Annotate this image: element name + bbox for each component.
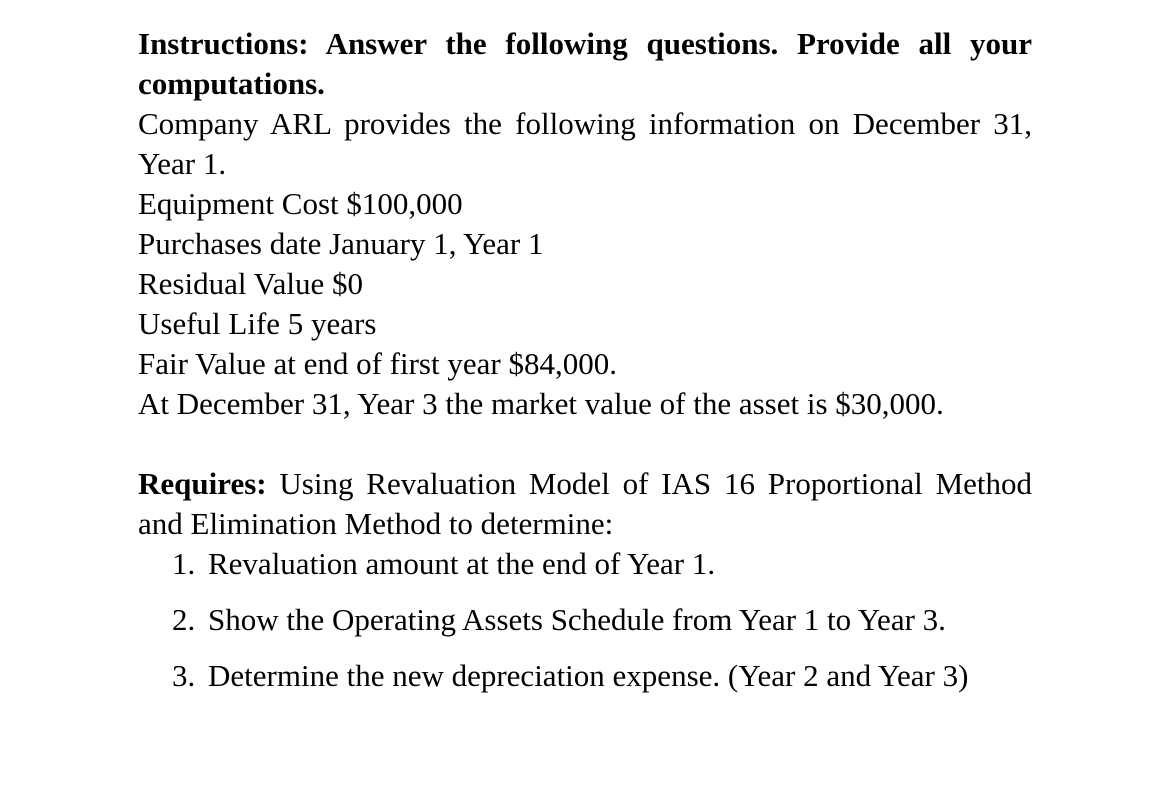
fact-fair-value: Fair Value at end of first year $84,000. bbox=[138, 346, 617, 381]
requirement-number: 3. bbox=[172, 658, 196, 693]
requirement-number: 1. bbox=[172, 546, 196, 581]
requirements-list bbox=[138, 544, 1032, 696]
intro-text: Company ARL provides the following information on December 31, Year 1. bbox=[138, 106, 1032, 181]
requirement-item-2 bbox=[138, 600, 1032, 640]
fact-useful-life: Useful Life 5 years bbox=[138, 306, 377, 341]
fact-purchase-date: Purchases date January 1, Year 1 bbox=[138, 226, 544, 261]
requirement-item-1 bbox=[138, 544, 1032, 584]
requirement-text: Show the Operating Assets Schedule from Year 1 to Year 3. bbox=[208, 602, 946, 637]
requirement-item-3 bbox=[138, 656, 1032, 696]
market-value-note: At December 31, Year 3 the market value of the asset is $30,000. bbox=[138, 386, 944, 421]
requires-text: Using Revaluation Model of IAS 16 Proportional Method and Elimination Method to determine: bbox=[138, 466, 1032, 541]
requires-label: Requires: bbox=[138, 466, 267, 501]
requirement-text: Revaluation amount at the end of Year 1. bbox=[208, 546, 716, 581]
paragraph-gap bbox=[138, 424, 1032, 464]
fact-residual-value: Residual Value $0 bbox=[138, 266, 364, 301]
requirement-number: 2. bbox=[172, 602, 196, 637]
document-body bbox=[138, 24, 1032, 696]
requires-paragraph bbox=[138, 464, 1032, 544]
instructions-text: Instructions: Answer the following questions. Provide all your computations. bbox=[138, 26, 1032, 101]
requirement-text: Determine the new depreciation expense. (Year 2 and Year 3) bbox=[208, 658, 969, 693]
fact-equipment-cost: Equipment Cost $100,000 bbox=[138, 186, 463, 221]
